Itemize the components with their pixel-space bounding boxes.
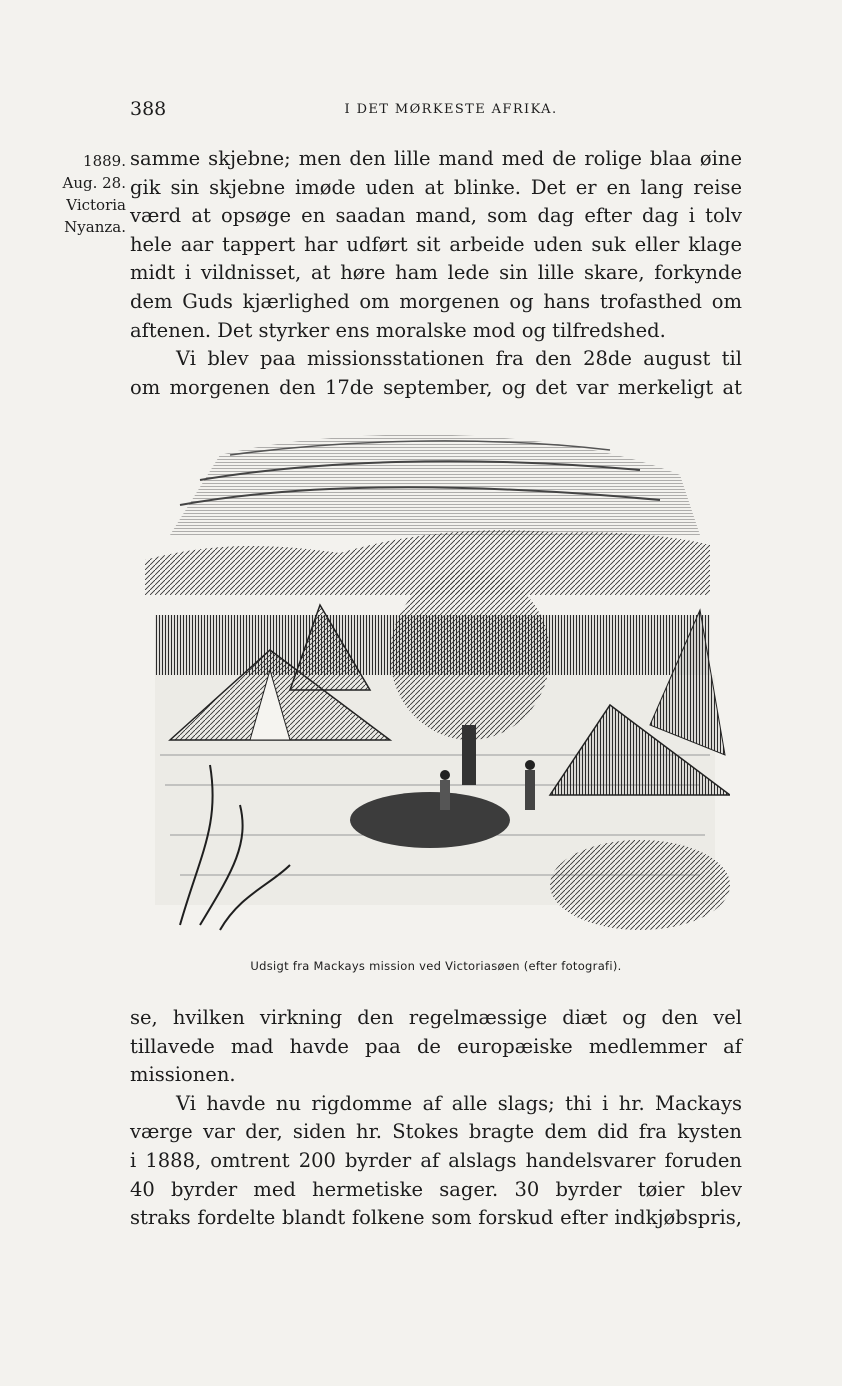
page-header (130, 98, 742, 122)
text-line: tillavede mad havde paa de europæiske medlemmer af (130, 1034, 742, 1058)
text-block-bottom (130, 1004, 742, 1233)
text-line: 40 byrder med hermetiske sager. 30 byrder tøier blev (130, 1177, 742, 1201)
text-line: om morgenen den 17de september, og det var merkeligt at (130, 375, 742, 399)
margin-note (48, 150, 126, 238)
text-line: Vi blev paa missionsstationen fra den 28de august til (176, 347, 742, 371)
text-line: værd at opsøge en saadan mand, som dag efter dag i tolv (130, 204, 742, 228)
running-title: I DET MØRKESTE AFRIKA. (344, 102, 558, 117)
engraving-illustration (140, 425, 730, 955)
margin-note-date: Aug. 28. (62, 174, 126, 192)
margin-note-place: Victoria (66, 196, 126, 214)
margin-note-year: 1889. (83, 152, 126, 170)
page-number: 388 (130, 98, 167, 120)
text-line: straks fordelte blandt folkene som forskud efter indkjøbspris, (130, 1206, 742, 1230)
text-line: i 1888, omtrent 200 byrder af alslags handelsvarer foruden (130, 1148, 742, 1172)
text-line: samme skjebne; men den lille mand med de rolige blaa øine (130, 147, 742, 170)
margin-note-place: Nyanza. (64, 218, 126, 236)
text-line: værge var der, siden hr. Stokes bragte dem did fra kysten (130, 1120, 742, 1144)
text-line: gik sin skjebne imøde uden at blinke. Det er en lang reise (130, 175, 742, 199)
text-line: se, hvilken virkning den regelmæssige diæt og den vel (130, 1006, 742, 1029)
text-block-top (130, 145, 742, 402)
sky (170, 435, 700, 535)
figure-caption: Udsigt fra Mackays mission ved Victoriasøen (efter fotografi). (250, 959, 622, 973)
text-line: hele aar tappert har udført sit arbeide uden suk eller klage (130, 232, 742, 256)
text-line: aftenen. Det styrker ens moralske mod og tilfredshed. (130, 318, 666, 342)
text-line: Vi havde nu rigdomme af alle slags; thi i hr. Mackays (176, 1091, 742, 1115)
text-line: missionen. (130, 1063, 236, 1087)
text-line: dem Guds kjærlighed om morgenen og hans trofasthed om (130, 289, 742, 313)
text-line: midt i vildnisset, at høre ham lede sin lille skare, forkynde (130, 261, 742, 285)
